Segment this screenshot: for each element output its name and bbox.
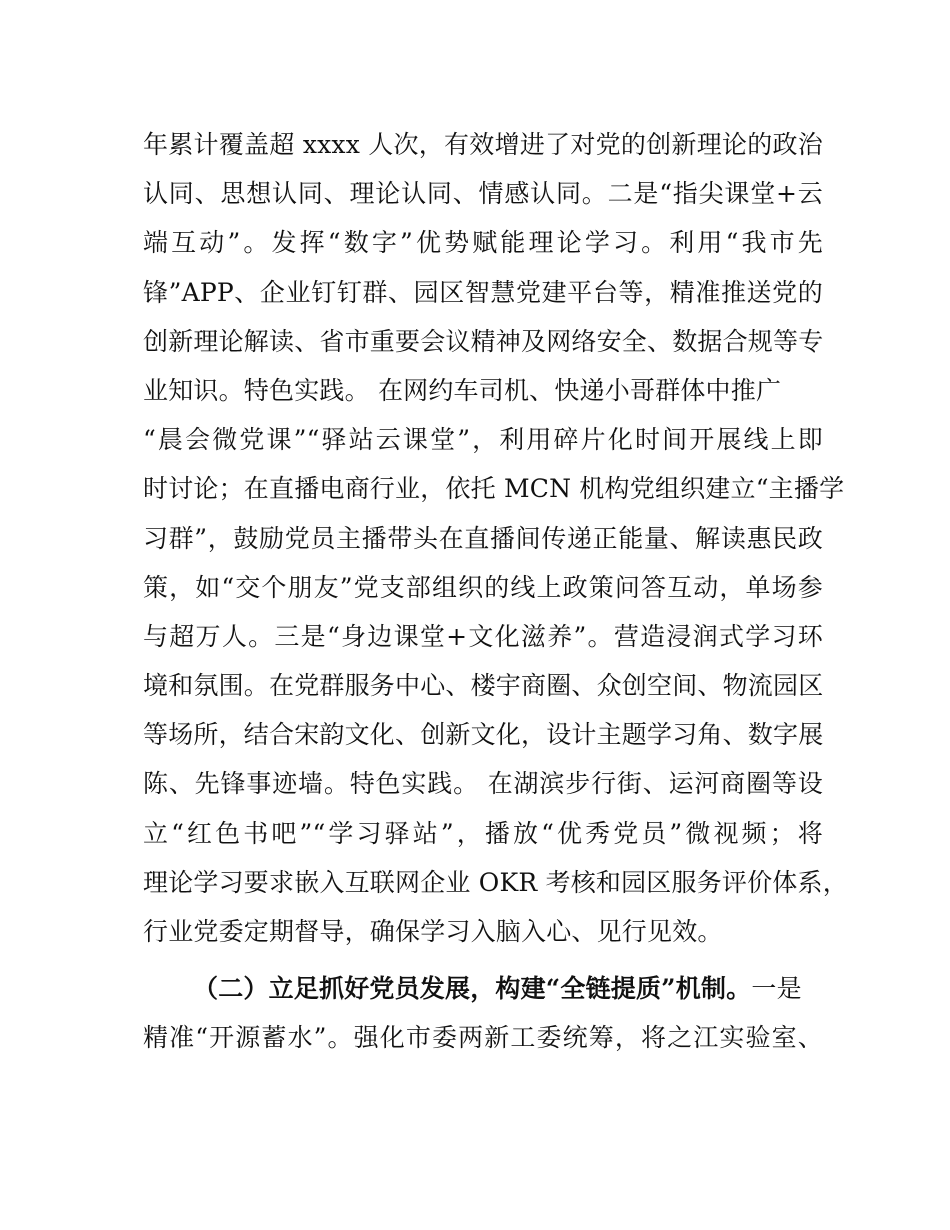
text-line: “晨会微党课”“驿站云课堂”，利用碎片化时间开展线上即 bbox=[143, 425, 823, 455]
text-line: 时讨论；在直播电商行业，依托 MCN 机构党组织建立“主播学 bbox=[143, 474, 845, 504]
section-heading-rest: 一是 bbox=[751, 974, 802, 1004]
section-heading: （二）立足抓好党员发展，构建“全链提质”机制。 bbox=[193, 974, 752, 1004]
text-line: 策，如“交个朋友”党支部组织的线上政策问答互动，单场参 bbox=[143, 572, 823, 602]
text-line: 行业党委定期督导，确保学习入脑入心、见行见效。 bbox=[143, 917, 723, 946]
text-line: 立“红色书吧”“学习驿站”，播放“优秀党员”微视频；将 bbox=[143, 818, 823, 848]
text-line: 等场所，结合宋韵文化、创新文化，设计主题学习角、数字展 bbox=[143, 720, 824, 750]
paragraph-gap bbox=[143, 956, 823, 964]
section-heading-line bbox=[143, 964, 823, 1013]
text-line: 端互动”。发挥“数字”优势赋能理论学习。利用“我市先 bbox=[143, 228, 823, 258]
text-line: 与超万人。三是“身边课堂+文化滋养”。营造浸润式学习环 bbox=[143, 621, 823, 651]
text-line: 业知识。特色实践。 在网约车司机、快递小哥群体中推广 bbox=[143, 375, 782, 405]
text-line: 锋”APP、企业钉钉群、园区智慧党建平台等，精准推送党的 bbox=[143, 277, 823, 307]
text-line: 年累计覆盖超 xxxx 人次，有效增进了对党的创新理论的政治 bbox=[143, 130, 823, 159]
document-body bbox=[143, 120, 848, 1063]
text-line: 精准“开源蓄水”。强化市委两新工委统筹，将之江实验室、 bbox=[143, 1023, 823, 1053]
text-line: 习群”，鼓励党员主播带头在直播间传递正能量、解读惠民政 bbox=[143, 523, 823, 553]
text-line: 陈、先锋事迹墙。特色实践。 在湖滨步行街、运河商圈等设 bbox=[143, 769, 823, 799]
text-line: 理论学习要求嵌入互联网企业 OKR 考核和园区服务评价体系， bbox=[143, 867, 848, 897]
text-line: 认同、思想认同、理论认同、情感认同。二是“指尖课堂+云 bbox=[143, 179, 823, 209]
text-line: 境和氛围。在党群服务中心、楼宇商圈、众创空间、物流园区 bbox=[143, 671, 824, 701]
text-line: 创新理论解读、省市重要会议精神及网络安全、数据合规等专 bbox=[143, 326, 824, 356]
